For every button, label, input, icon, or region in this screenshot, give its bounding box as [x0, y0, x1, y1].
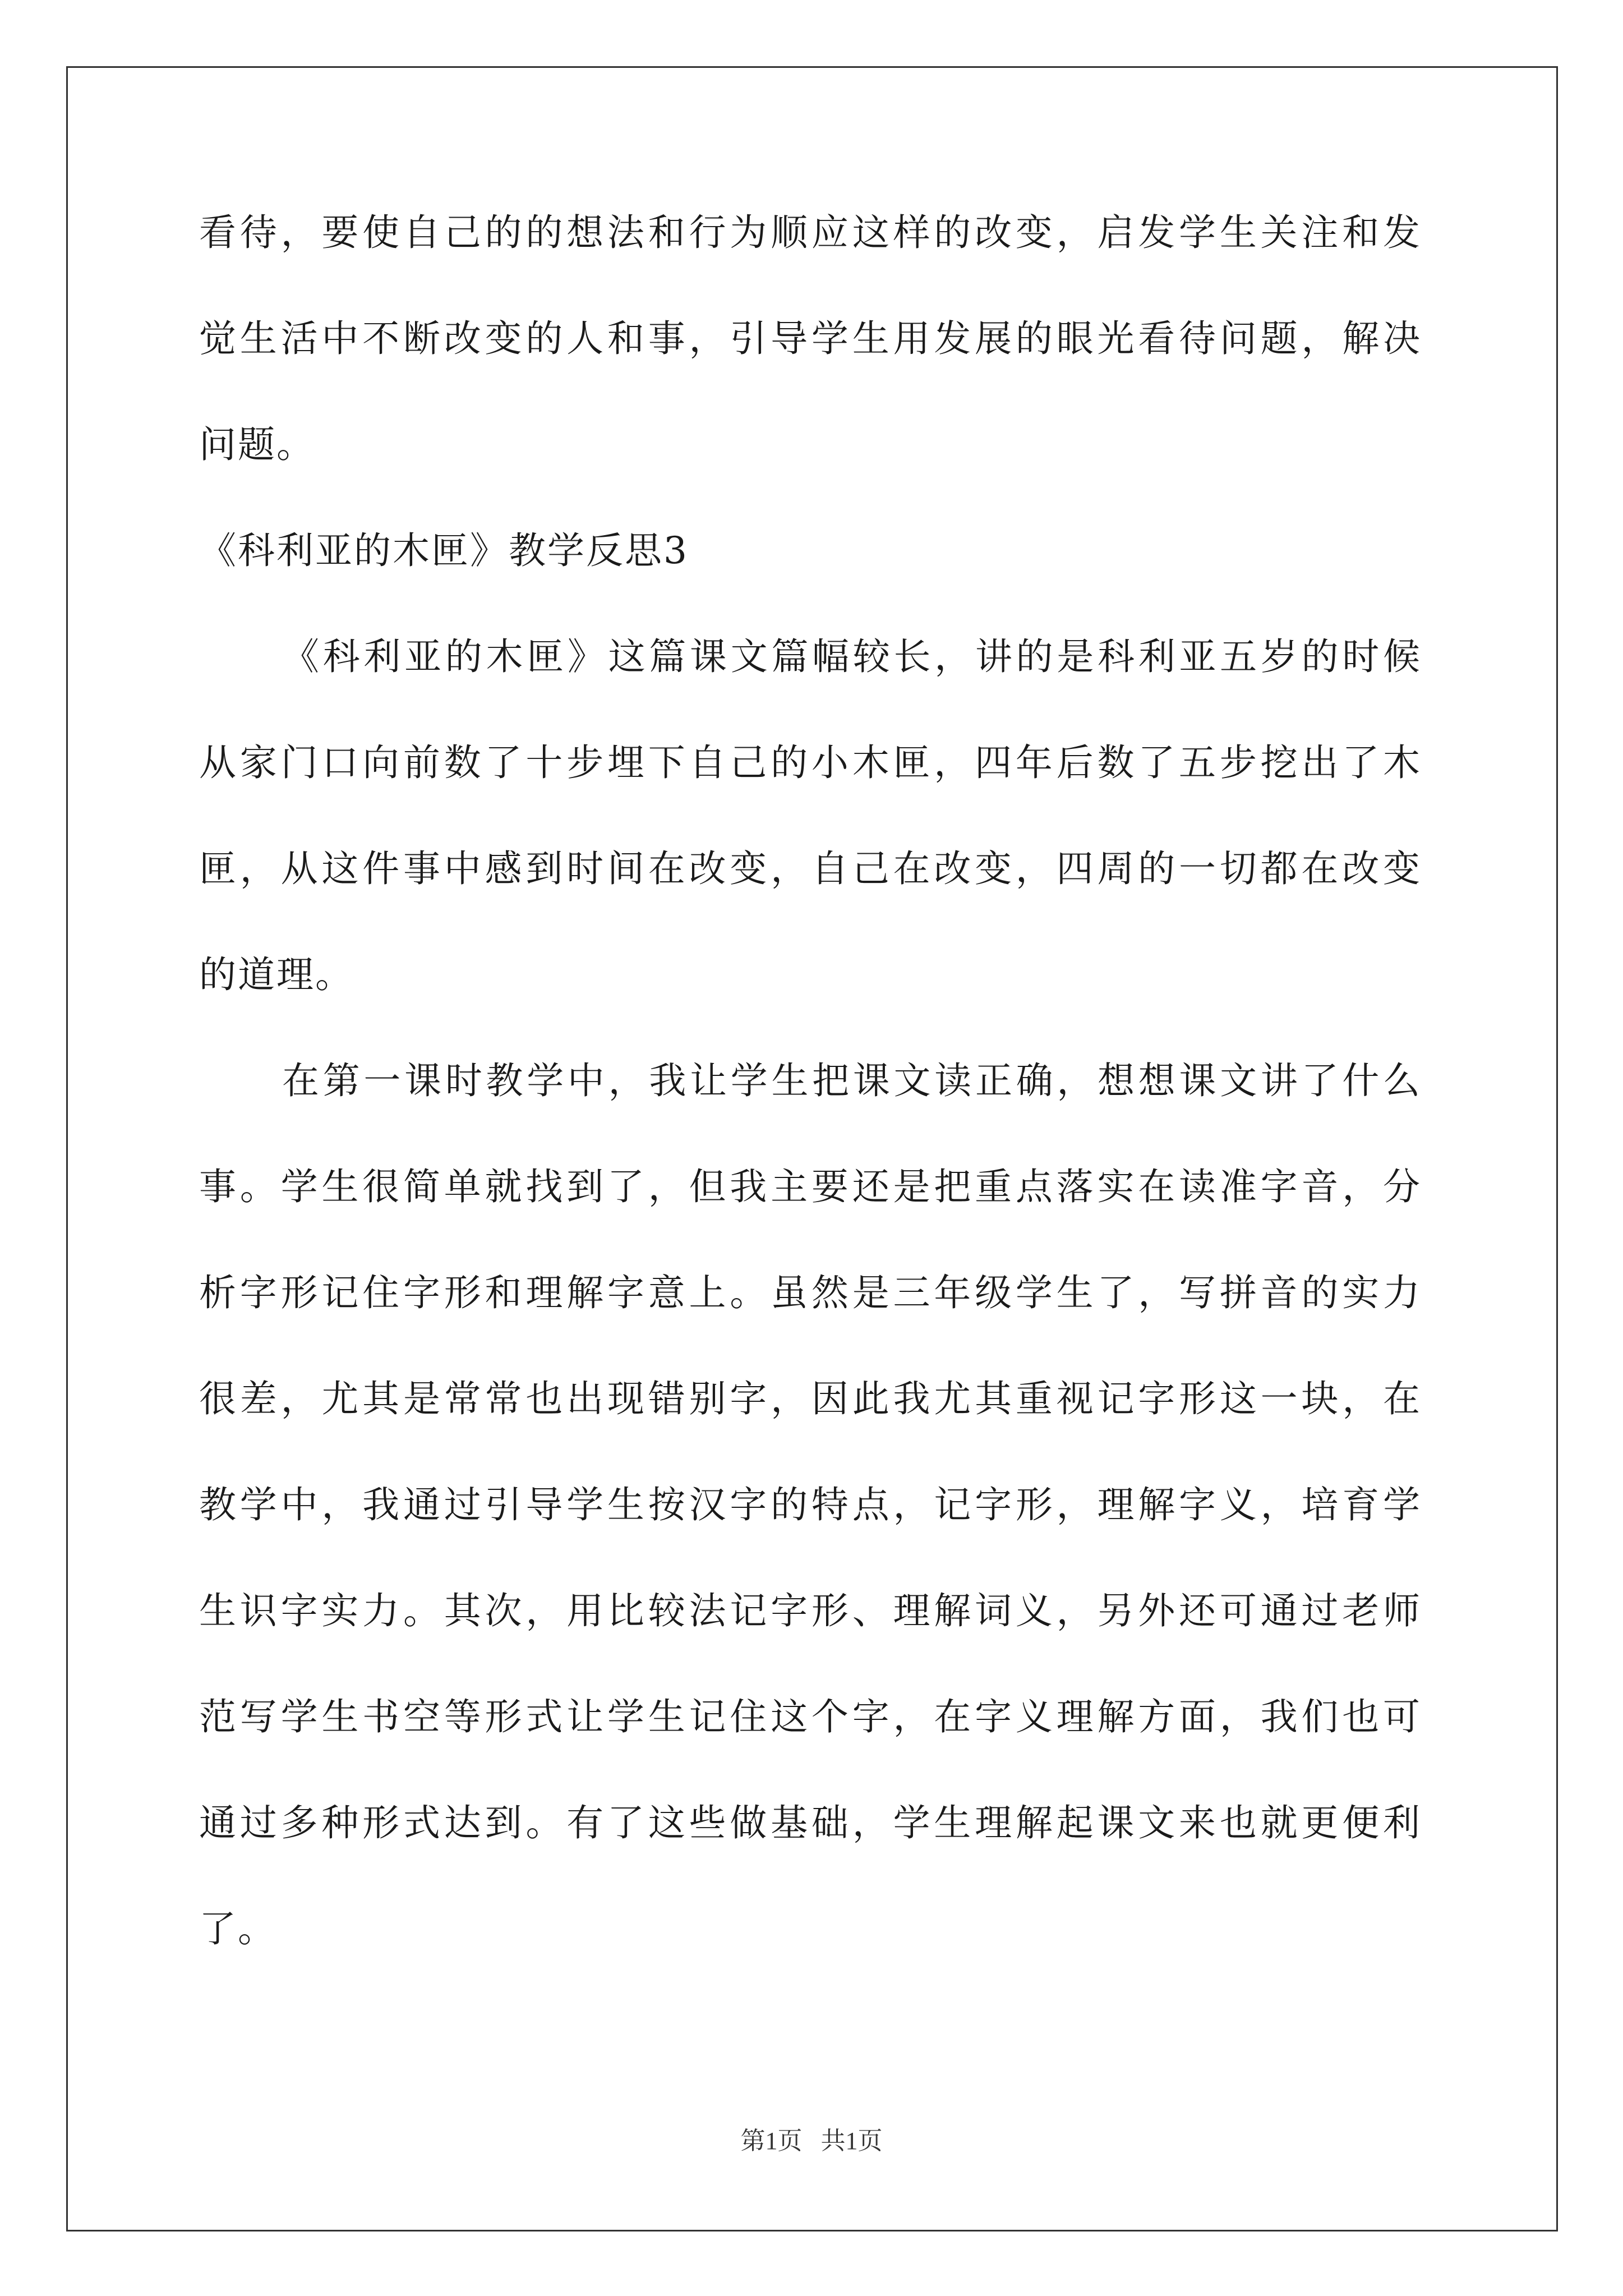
document-body: [199, 213, 1422, 1949]
text-line: 《科利亚的木匣》这篇课文篇幅较长，讲的是科利亚五岁的时候: [282, 635, 1422, 678]
text-line: 问题。: [199, 423, 315, 466]
text-line: 在第一课时教学中，我让学生把课文读正确，想想课文讲了什么: [282, 1059, 1422, 1102]
text-line: 看待，要使自己的的想法和行为顺应这样的改变，启发学生关注和发: [199, 211, 1422, 254]
section-heading: 《科利亚的木匣》教学反思3: [199, 529, 689, 572]
text-line: 通过多种形式达到。有了这些做基础，学生理解起课文来也就更便利: [199, 1801, 1422, 1844]
text-line: 范写学生书空等形式让学生记住这个字，在字义理解方面，我们也可: [199, 1695, 1422, 1738]
text-line: 事。学生很简单就找到了，但我主要还是把重点落实在读准字音，分: [199, 1165, 1422, 1208]
text-line: 教学中，我通过引导学生按汉字的特点，记字形，理解字义，培育学: [199, 1483, 1422, 1526]
text-line: 的道理。: [199, 953, 354, 996]
text-line: 匣，从这件事中感到时间在改变，自己在改变，四周的一切都在改变: [199, 847, 1422, 890]
text-line: 觉生活中不断改变的人和事，引导学生用发展的眼光看待问题，解决: [199, 317, 1422, 360]
text-line: 析字形记住字形和理解字意上。虽然是三年级学生了，写拼音的实力: [199, 1271, 1422, 1314]
text-line: 很差，尤其是常常也出现错别字，因此我尤其重视记字形这一块，在: [199, 1377, 1422, 1420]
text-line: 了。: [199, 1907, 276, 1950]
text-line: 从家门口向前数了十步埋下自己的小木匣，四年后数了五步挖出了木: [199, 741, 1422, 784]
text-line: 生识字实力。其次，用比较法记字形、理解词义，另外还可通过老师: [199, 1589, 1422, 1632]
page-number-footer: 第1页 共1页: [740, 2127, 883, 2155]
